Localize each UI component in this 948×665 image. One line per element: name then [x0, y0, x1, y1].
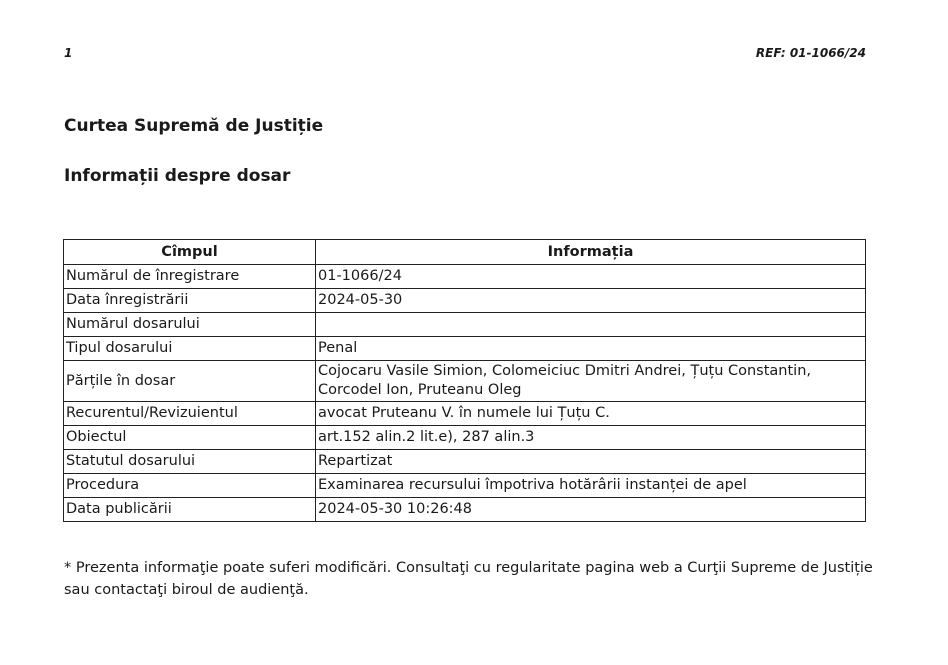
- row-value-case-status: Repartizat: [316, 450, 866, 474]
- table-row: [64, 313, 866, 337]
- row-value-appellant: avocat Pruteanu V. în numele lui Țuțu C.: [316, 402, 866, 426]
- table-row: [64, 265, 866, 289]
- row-label-procedure: Procedura: [64, 474, 316, 498]
- row-value-publication-date: 2024-05-30 10:26:48: [316, 498, 866, 522]
- reference-number: REF: 01-1066/24: [755, 46, 866, 60]
- page-number: 1: [64, 46, 73, 60]
- table-row: [64, 498, 866, 522]
- row-value-registration-date: 2024-05-30: [316, 289, 866, 313]
- table-row: [64, 361, 866, 402]
- row-label-registration-number: Numărul de înregistrare: [64, 265, 316, 289]
- table-row: [64, 289, 866, 313]
- row-label-case-type: Tipul dosarului: [64, 337, 316, 361]
- row-label-object: Obiectul: [64, 426, 316, 450]
- row-label-case-number: Numărul dosarului: [64, 313, 316, 337]
- row-label-publication-date: Data publicării: [64, 498, 316, 522]
- column-header-field: Cîmpul: [64, 240, 316, 265]
- court-title: Curtea Supremă de Justiție: [64, 116, 324, 136]
- row-value-procedure: Examinarea recursului împotriva hotărârii instanței de apel: [316, 474, 866, 498]
- table-row: [64, 450, 866, 474]
- row-label-case-status: Statutul dosarului: [64, 450, 316, 474]
- row-value-object: art.152 alin.2 lit.e), 287 alin.3: [316, 426, 866, 450]
- row-label-appellant: Recurentul/Revizuientul: [64, 402, 316, 426]
- table-row: [64, 426, 866, 450]
- row-value-case-number: [316, 313, 866, 337]
- row-value-parties: Cojocaru Vasile Simion, Colomeiciuc Dmitri Andrei, Țuțu Constantin, Corcodel Ion, Pruteanu Oleg: [316, 361, 866, 402]
- table-row: [64, 474, 866, 498]
- case-info-table: [63, 239, 866, 522]
- disclaimer-note: * Prezenta informaţie poate suferi modificări. Consultaţi cu regularitate pagina web a Curţii Supreme de Justiție sau contactaţi biroul de audienţă.: [64, 560, 873, 598]
- table-row: [64, 402, 866, 426]
- table-header-row: [64, 240, 866, 265]
- column-header-information: Informația: [316, 240, 866, 265]
- row-label-registration-date: Data înregistrării: [64, 289, 316, 313]
- row-label-parties: Părțile în dosar: [64, 361, 316, 402]
- row-value-case-type: Penal: [316, 337, 866, 361]
- row-value-registration-number: 01-1066/24: [316, 265, 866, 289]
- section-title: Informații despre dosar: [64, 166, 291, 186]
- table-row: [64, 337, 866, 361]
